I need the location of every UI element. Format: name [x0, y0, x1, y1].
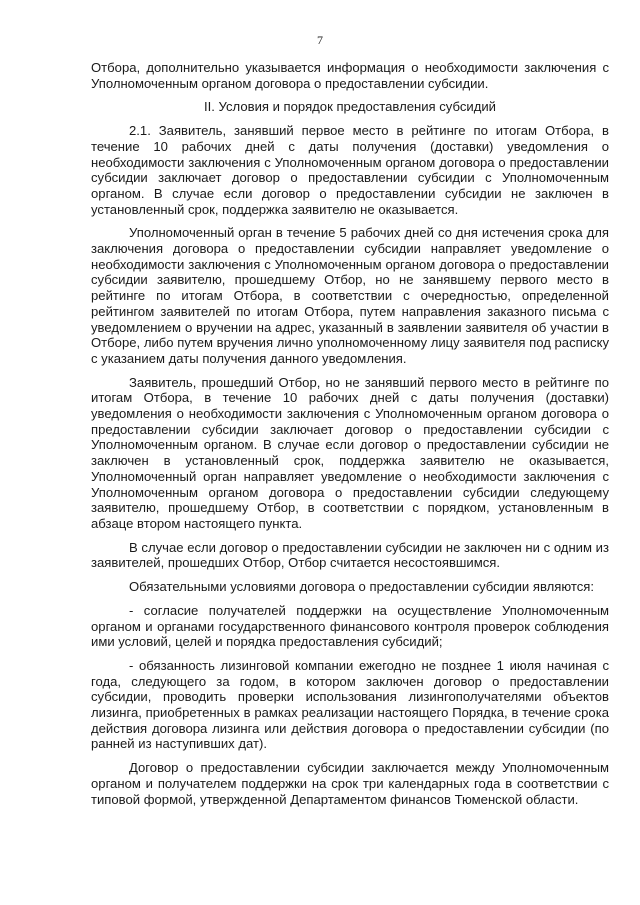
paragraph-notification: Уполномоченный орган в течение 5 рабочих дней со дня истечения срока для заключения договора о предоставлении субсидии направляет уведомление о необходимости заключения с Уполномоченным органом договора о предоставлении субсидии заявителю, прошедшему Отбор, но не занявшему первого место в рейтинге по итогам Отбора, в соответствии с очередностью, определенной рейтингом заявителей по итогам Отбора, путем направления заказного письма с уведомлением о вручении на адрес, указанный в заявлении заявителя об участии в Отборе, либо путем вручения лично уполномоченному лицу заявителя под расписку с указанием даты получения данного уведомления. — [91, 225, 609, 366]
paragraph-2-1: 2.1. Заявитель, занявший первое место в рейтинге по итогам Отбора, в течение 10 рабочих дней с даты получения (доставки) уведомления о необходимости заключения с Уполномоченным органом договора о предоставлении субсидии заключает договор о предоставлении субсидии с Уполномоченным органом. В случае если договор о предоставлении субсидии не заключен в установленный срок, поддержка заявителю не оказывается. — [91, 123, 609, 217]
paragraph-next-applicant: Заявитель, прошедший Отбор, но не занявший первого место в рейтинге по итогам Отбора, в течение 10 рабочих дней с даты получения (доставки) уведомления о необходимости заключения с Уполномоченным органом договора о предоставлении субсидии заключает договор о предоставлении субсидии с Уполномоченным органом. В случае если договор о предоставлении субсидии не заключен в установленный срок, поддержка заявителю не оказывается, Уполномоченный орган направляет уведомление о необходимости заключения с Уполномоченным органом договора о предоставлении субсидии следующему заявителю, прошедшему Отбор, в соответствии с порядком, установленным в абзаце втором настоящего пункта. — [91, 374, 609, 531]
list-item-consent: - согласие получателей поддержки на осуществление Уполномоченным органом и органами государственного финансового контроля проверок соблюдения ими условий, целей и порядка предоставления субсидий; — [91, 602, 609, 650]
list-item-leasing-obligation: - обязанность лизинговой компании ежегодно не позднее 1 июля начиная с года, следующего за годом, в котором заключен договор о предоставлении субсидии, проводить проверки использования лизингополучателями объектов лизинга, приобретенных в рамках реализации настоящего Порядка, в течение срока действия договора лизинга или действия договора о предоставлении субсидии (по ранней из наступивших дат). — [91, 657, 609, 752]
document-body — [91, 60, 609, 815]
paragraph-contract-term: Договор о предоставлении субсидии заключается между Уполномоченным органом и получателем поддержки на срок три календарных года в соответствии с типовой формой, утвержденной Департаментом финансов Тюменской области. — [91, 760, 609, 807]
paragraph-mandatory-conditions: Обязательными условиями договора о предоставлении субсидии являются: — [129, 579, 595, 595]
section-heading: II. Условия и порядок предоставления субсидий — [204, 99, 496, 115]
paragraph-failed-selection: В случае если договор о предоставлении субсидии не заключен ни с одним из заявителей, прошедших Отбор, Отбор считается несостоявшимся. — [91, 539, 609, 571]
page-number: 7 — [317, 33, 323, 47]
continuation-paragraph: Отбора, дополнительно указывается информация о необходимости заключения с Уполномоченным органом договора о предоставлении субсидии. — [91, 60, 609, 91]
